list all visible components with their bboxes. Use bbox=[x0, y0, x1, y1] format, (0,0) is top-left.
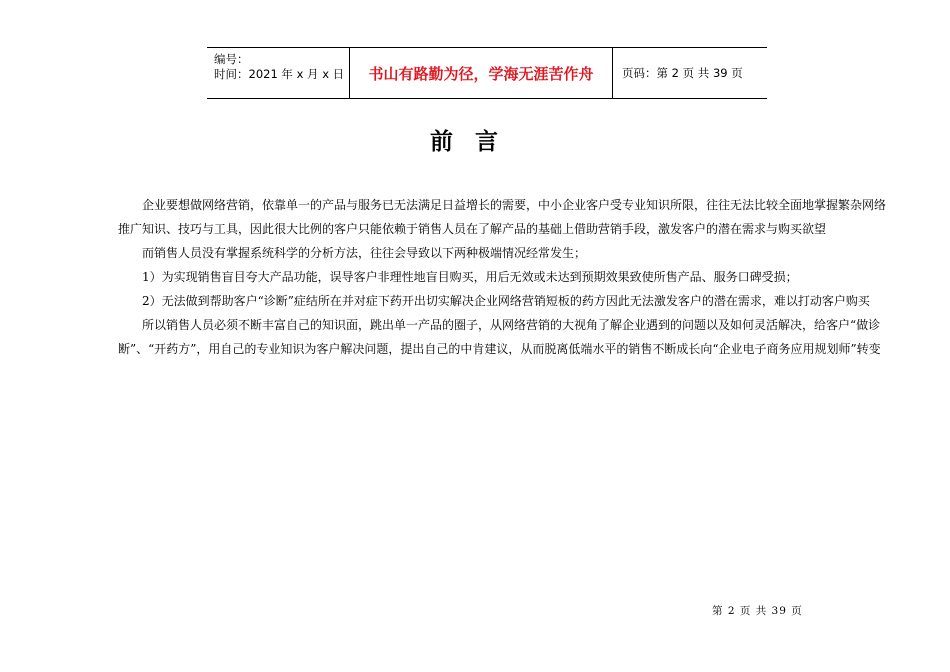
document-body bbox=[118, 193, 888, 361]
paragraph: 所以销售人员必须不断丰富自己的知识面，跳出单一产品的圈子，从网络营销的大视角了解企业遇到的问题以及如何灵活解决，给客户“做诊断”、“开药方”，用自己的专业知识为客户解决问题，提出自己的中肯建议，从而脱离低端水平的销售不断成长向“企业电子商务应用规划师”转变 bbox=[118, 318, 881, 356]
paragraph: 2）无法做到帮助客户“诊断”症结所在并对症下药开出切实解决企业网络营销短板的药方因此无法激发客户的潜在需求，难以打动客户购买 bbox=[142, 294, 870, 308]
header-info bbox=[207, 48, 349, 98]
number-label: 编号： bbox=[214, 52, 249, 66]
page-title: 前言 bbox=[430, 128, 520, 155]
time-label: 时间：2021 年 x 月 x 日 bbox=[214, 67, 345, 81]
page-footer: 第 2 页 共 39 页 bbox=[712, 605, 803, 617]
paragraph: 1）为实现销售盲目夸大产品功能，误导客户非理性地盲目购买，用后无效或未达到预期效果致使所售产品、服务口碑受损； bbox=[142, 270, 798, 284]
header-page-code: 页码：第 2 页 共 39 页 bbox=[622, 66, 743, 80]
header-motto: 书山有路勤为径，学海无涯苦作舟 bbox=[349, 48, 613, 98]
page-header bbox=[207, 47, 767, 99]
paragraph: 企业要想做网络营销，依靠单一的产品与服务已无法满足日益增长的需要，中小企业客户受专业知识所限，往往无法比较全面地掌握繁杂网络推广知识、技巧与工具，因此很大比例的客户只能依赖于销售人员在了解产品的基础上借助营销手段，激发客户的潜在需求与购买欲望 bbox=[118, 198, 887, 236]
paragraph: 而销售人员没有掌握系统科学的分析方法，往往会导致以下两种极端情况经常发生； bbox=[142, 246, 587, 260]
